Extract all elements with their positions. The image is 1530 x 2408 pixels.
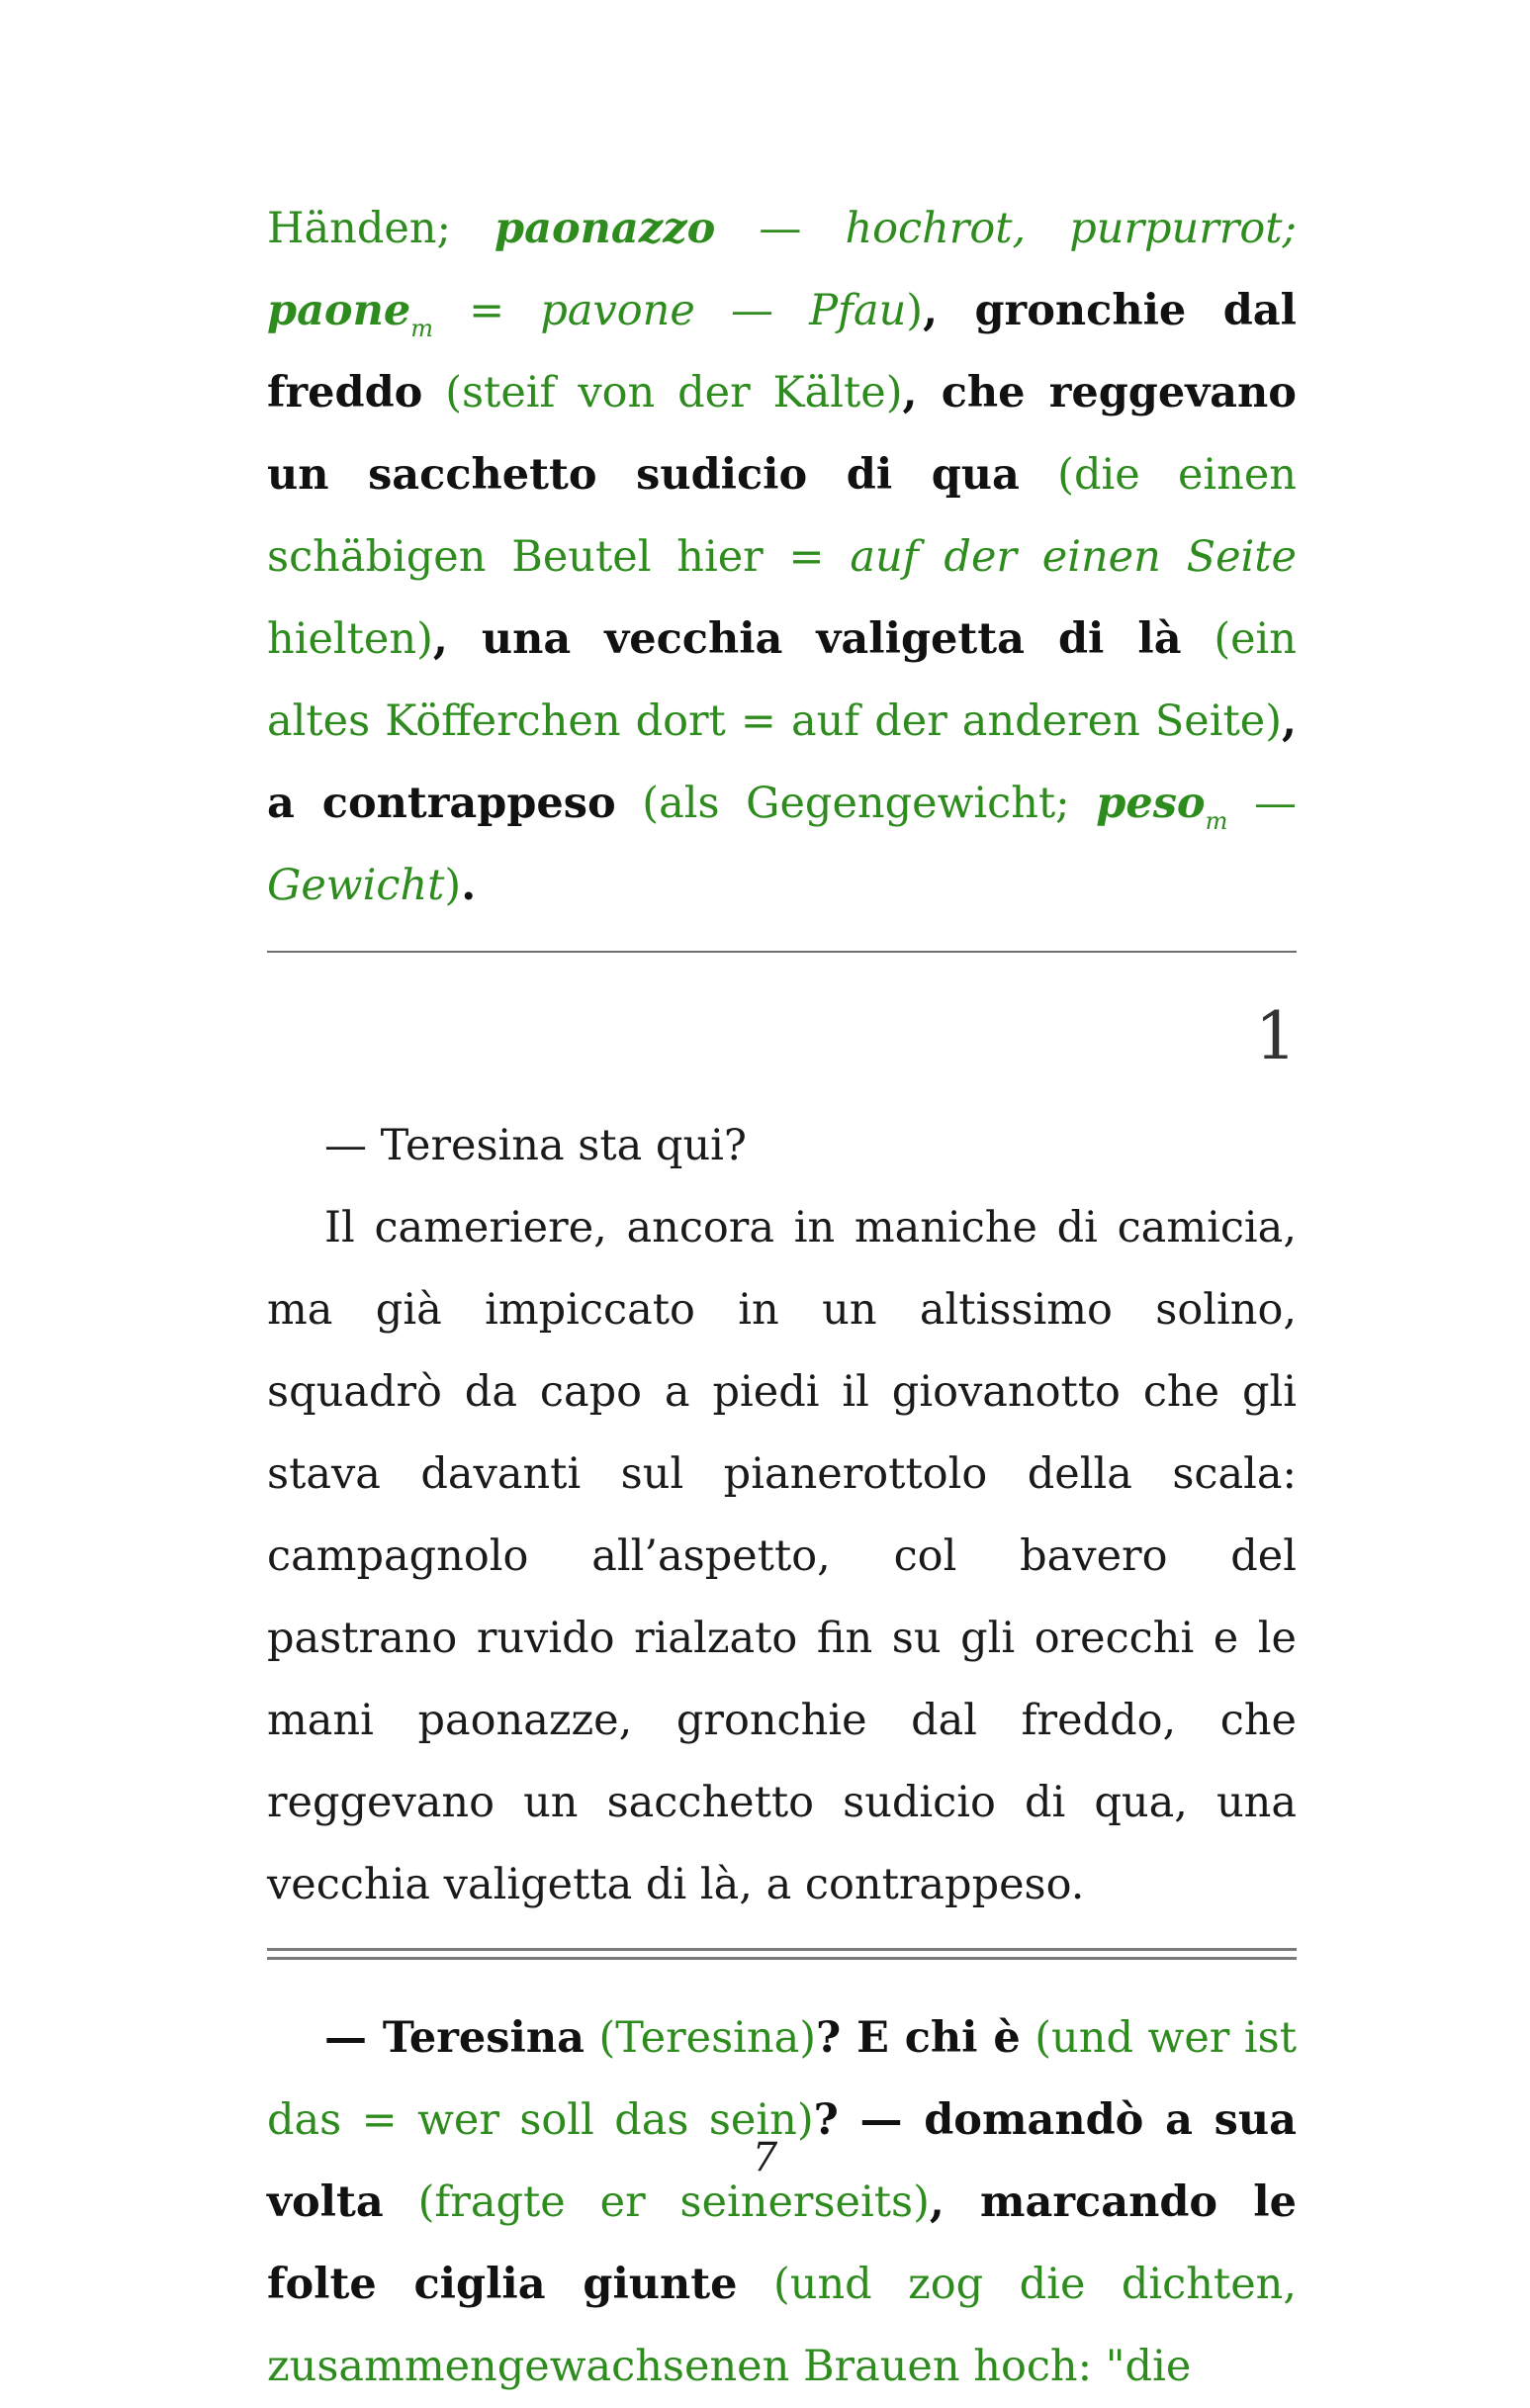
- page-content: [267, 188, 1297, 2408]
- chapter-number: 1: [1255, 998, 1297, 1074]
- italian-phrase: , una vecchia valigetta di là: [432, 614, 1182, 664]
- translation-block-bottom: [267, 1997, 1297, 2408]
- german-translation: (ein altes Köfferchen dort = auf der anderen Seite): [267, 614, 1297, 746]
- vocab-term: paonazzo: [495, 204, 716, 253]
- italian-phrase: — Teresina: [324, 2013, 585, 2063]
- section-divider: [267, 951, 1297, 953]
- text-segment: .: [461, 861, 477, 910]
- german-translation: (als Gegengewicht;: [615, 779, 1097, 828]
- italian-phrase: , gronchie dal freddo: [267, 286, 1297, 417]
- text-segment: ): [906, 286, 924, 335]
- page-number: 7: [752, 2135, 778, 2180]
- gender-marker: m: [1205, 807, 1228, 835]
- italian-phrase: , a contrappeso: [267, 696, 1297, 828]
- italian-phrase: , marcando le folte ciglia giunte: [267, 2177, 1297, 2309]
- vocab-gloss: auf der einen Seite: [850, 532, 1298, 582]
- double-divider: [267, 1948, 1297, 1960]
- original-paragraph: Il cameriere, ancora in maniche di camicia, ma già impiccato in un altissimo solino, squadrò da capo a piedi il giovanotto che gli stava davanti sul pianerottolo della scala: campagnolo all’aspetto, col bavero del pastrano ruvido rialzato fin su gli orecchi e le mani paonazze, gronchie dal freddo, che reggevano un sacchetto sudicio di qua, una vecchia valigetta di là, a contrappeso.: [267, 1203, 1297, 1909]
- gender-marker: m: [410, 315, 433, 342]
- italian-phrase: ? — domandò a sua volta: [267, 2095, 1297, 2227]
- text-segment: —: [715, 204, 846, 253]
- vocab-term: paone: [267, 286, 411, 335]
- german-translation: (steif von der Kälte): [422, 368, 903, 417]
- german-translation: hielten): [267, 614, 433, 664]
- german-translation: (die einen schäbigen Beutel hier =: [267, 450, 1297, 582]
- german-translation: (und zog die dichten, zusammengewachsenen Brauen hoch: "die: [267, 2260, 1297, 2391]
- text-segment: Händen;: [267, 204, 495, 253]
- translation-block-top: [267, 188, 1297, 927]
- vocab-gloss: Gewicht: [267, 861, 445, 910]
- original-text: [267, 1105, 1297, 1926]
- original-paragraph: — Teresina sta qui?: [324, 1121, 747, 1170]
- text-segment: ): [444, 861, 462, 910]
- german-translation: (Teresina): [584, 2013, 817, 2063]
- german-translation: (fragte er seinerseits): [383, 2177, 930, 2227]
- italian-phrase: , che reggevano un sacchetto sudicio di qua: [267, 368, 1297, 500]
- vocab-gloss: pavone — Pfau: [540, 286, 907, 335]
- italian-phrase: ? E chi è: [816, 2013, 1021, 2063]
- text-segment: =: [433, 286, 541, 335]
- text-segment: —: [1227, 779, 1298, 828]
- vocab-term: peso: [1096, 779, 1206, 828]
- vocab-gloss: hochrot, purpurrot;: [845, 204, 1298, 253]
- german-translation: (und wer ist das = wer soll das sein): [267, 2013, 1297, 2145]
